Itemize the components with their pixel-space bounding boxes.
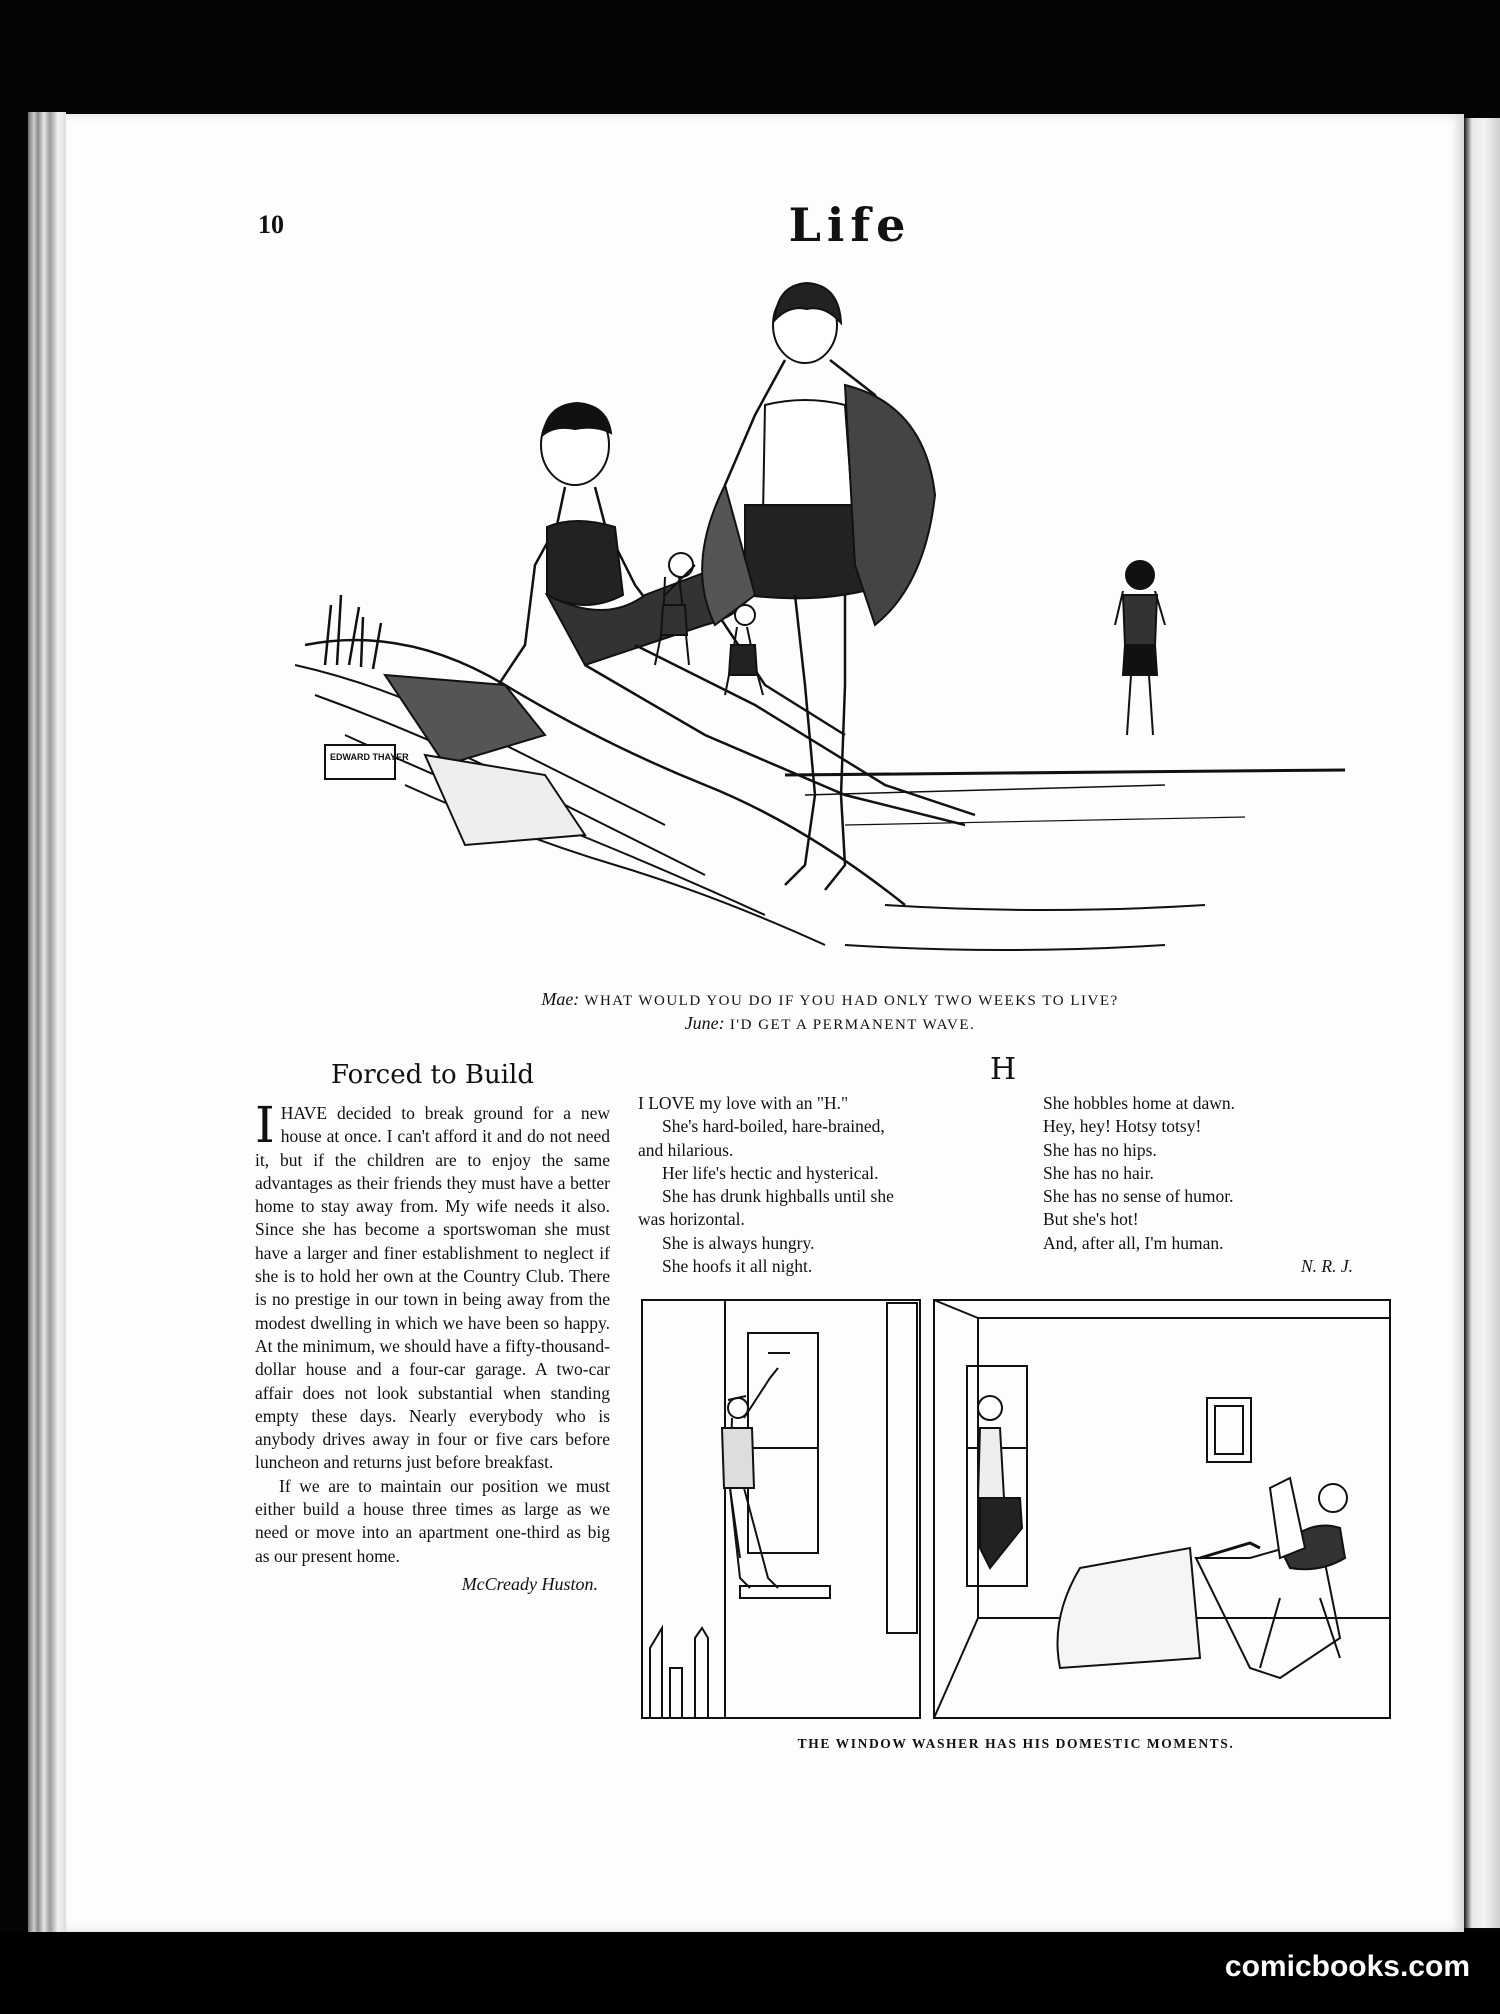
- poem-line: But she's hot!: [1043, 1209, 1139, 1230]
- poem-line: She hobbles home at dawn.: [1043, 1093, 1235, 1113]
- article-paragraph-1: [255, 1096, 610, 1475]
- illustration-caption: [300, 988, 1360, 1036]
- beach-illustration: [285, 265, 1365, 985]
- poem-line: She has no hair.: [1043, 1162, 1154, 1183]
- article-paragraph-2: If we are to maintain our position we must either build a house three times as large as we need or move into an apartment one-third as big as our present home.: [255, 1475, 610, 1566]
- article-title: Forced to Build: [330, 1060, 535, 1090]
- caption-speaker-1: Mae:: [541, 989, 580, 1009]
- poem-column-2: [1043, 1092, 1373, 1278]
- poem-line: And, after all, I'm human.: [1043, 1232, 1224, 1253]
- caption-speaker-2: June:: [684, 1013, 725, 1033]
- poem-signature: N. R. J.: [1300, 1256, 1353, 1277]
- poem-line: She's hard-boiled, hare-brained,: [662, 1116, 885, 1137]
- poem-line: She hoofs it all night.: [662, 1256, 813, 1277]
- poem-line: She has drunk highballs until she: [662, 1186, 894, 1207]
- facing-page-strip: [1464, 118, 1500, 1928]
- poem-line: was horizontal.: [638, 1209, 745, 1230]
- comic-caption: THE WINDOW WASHER HAS HIS DOMESTIC MOMENTS.: [797, 1736, 1235, 1751]
- caption-text-2: I'D GET A PERMANENT WAVE.: [729, 1017, 976, 1033]
- article-byline: McCready Huston.: [461, 1573, 598, 1594]
- comic-panel-1: [642, 1300, 920, 1718]
- book-page-edge: [28, 112, 66, 1932]
- poem-line: She has no hips.: [1043, 1139, 1157, 1160]
- article-body: [255, 1096, 610, 1568]
- poem-line: She has no sense of humor.: [1043, 1186, 1234, 1207]
- page-number: 10: [258, 210, 284, 239]
- article-paragraph-1-text: HAVE decided to break ground for a new house at once. I can't afford it and do not need it, but if the children are to enjoy the same advantages as their friends they must have a better home to stay away from. My wife needs it also. Since she has become a sportswoman she must have a larger and finer establishment to neglect if she is to hold her own at the Country Club. There is no prestige in our town in being away from the modest dwelling in which we have been so happy. At the minimum, we should have a fifty-thousand-dollar house and a four-car garage. A two-car affair does not look substantial when standing empty these days. Nearly everybody who is anybody drives away in four or five cars before luncheon and returns just before breakfast.: [255, 1103, 610, 1473]
- poem-line: Hey, hey! Hotsy totsy!: [1043, 1116, 1202, 1137]
- artist-signature: EDWARD THAYER: [330, 752, 409, 762]
- caption-text-1: WHAT WOULD YOU DO IF YOU HAD ONLY TWO WEEKS TO LIVE?: [584, 993, 1119, 1009]
- drop-cap: I: [255, 1096, 275, 1154]
- poem-line: and hilarious.: [638, 1139, 734, 1160]
- article-forced-to-build: [255, 1060, 610, 1595]
- magazine-masthead: Life: [788, 198, 912, 252]
- poem-column-1: [638, 1092, 998, 1278]
- poem-line: She is always hungry.: [662, 1232, 815, 1253]
- site-watermark: comicbooks.com: [1224, 1950, 1470, 1983]
- window-washer-comic: [640, 1298, 1392, 1723]
- poem-line: Her life's hectic and hysterical.: [662, 1162, 879, 1183]
- poem-line: I LOVE my love with an "H.": [638, 1093, 849, 1113]
- poem-title: H: [990, 1052, 1017, 1087]
